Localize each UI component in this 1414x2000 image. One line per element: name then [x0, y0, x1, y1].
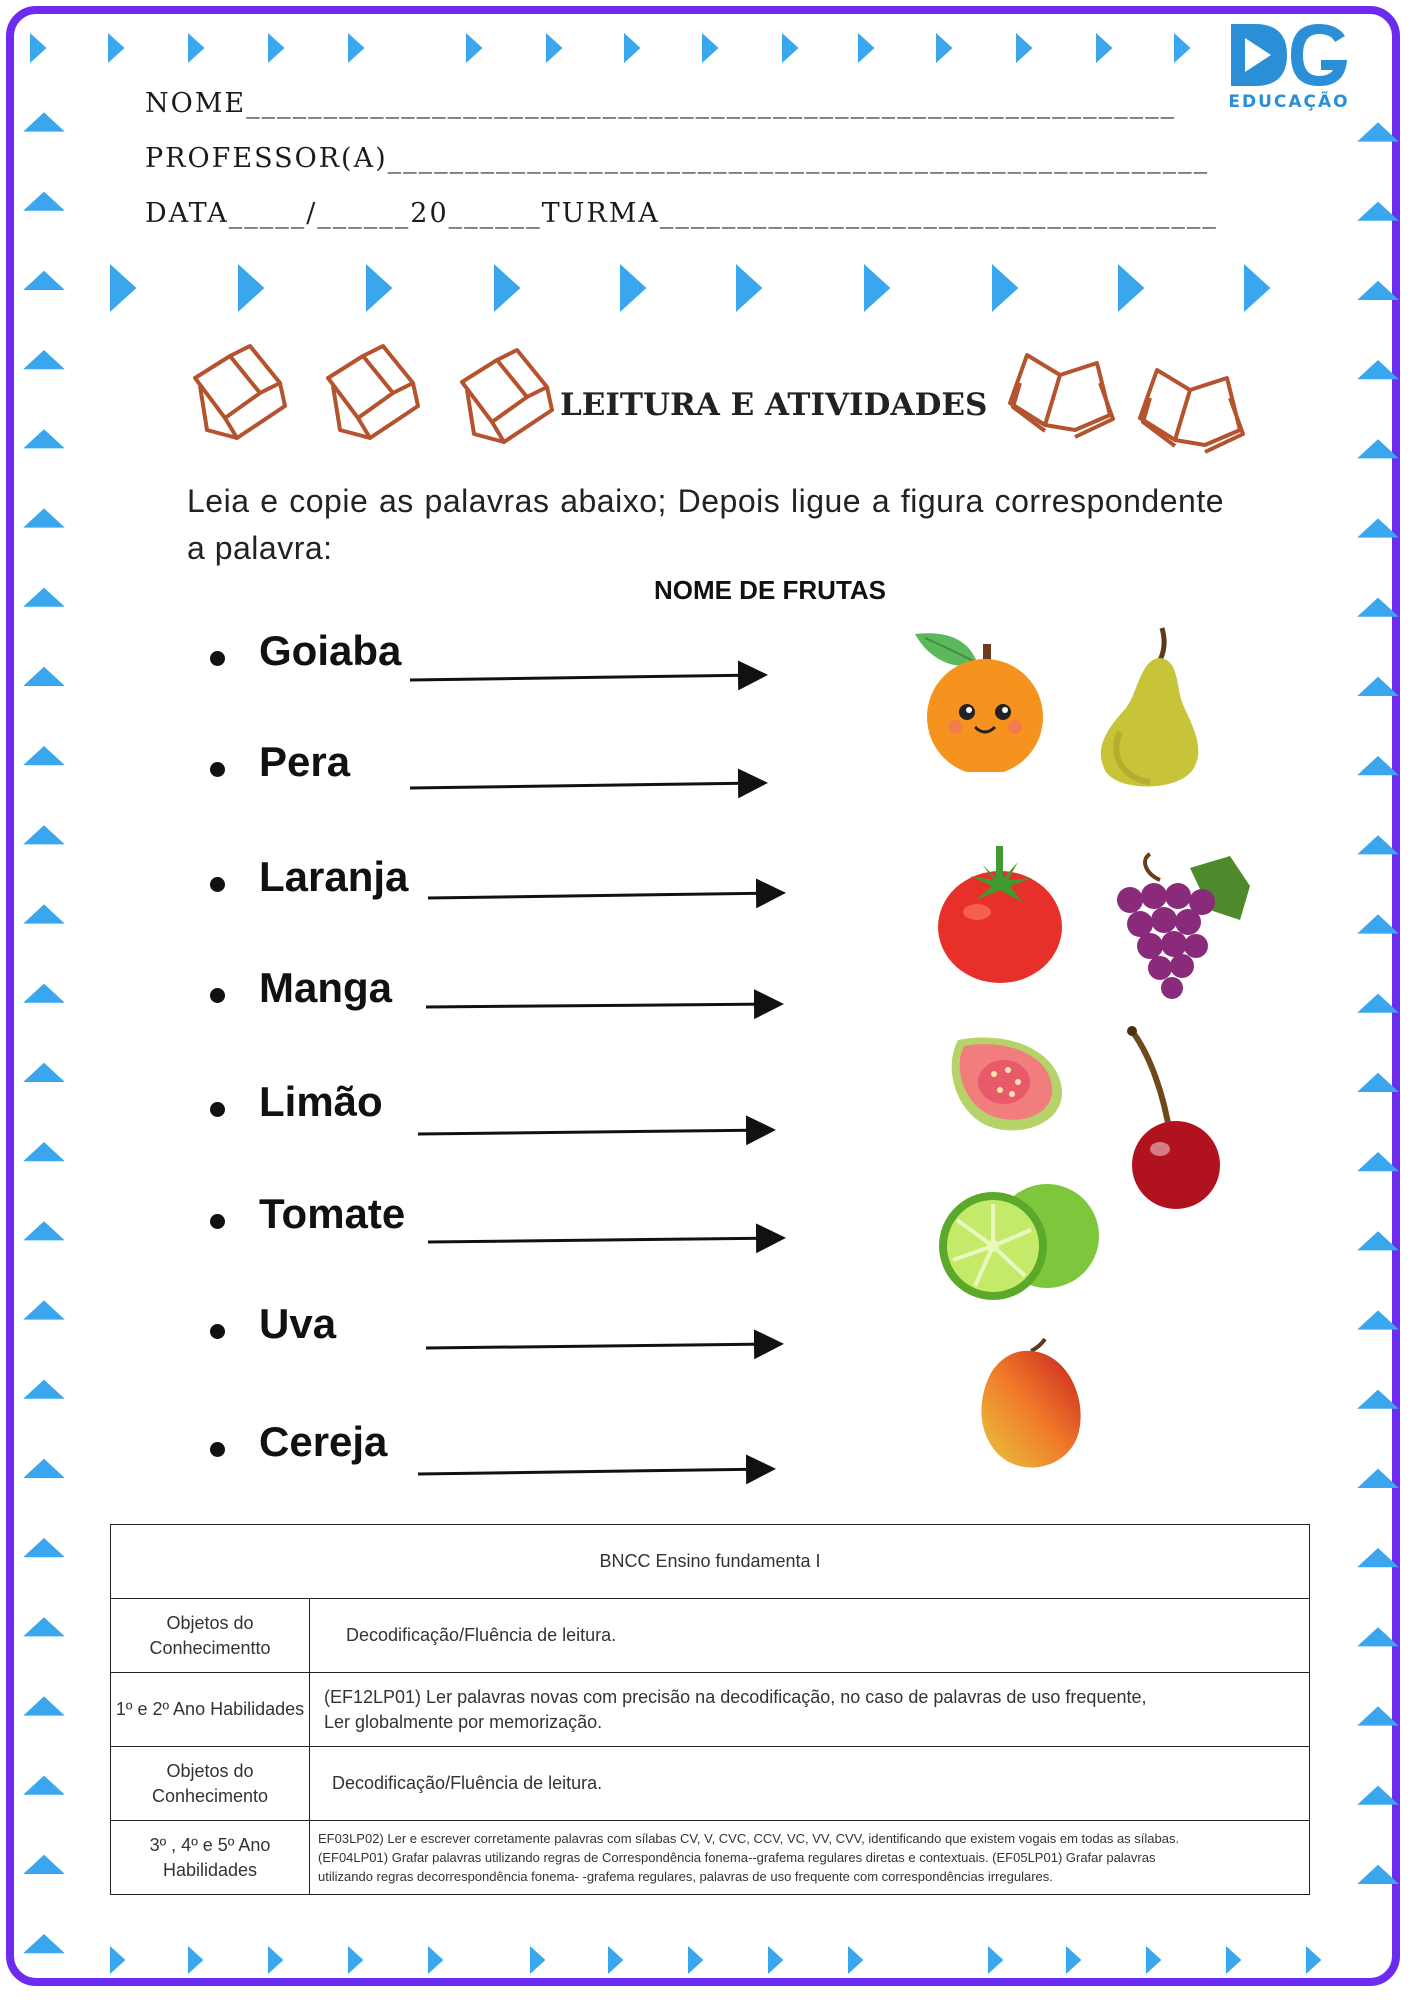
instructions: Leia e copie as palavras abaixo; Depois ligue a figura correspondente a palavra: — [187, 483, 1224, 566]
mango-icon — [975, 1335, 1085, 1475]
fruit-word: Cereja — [259, 1418, 388, 1465]
date-class-field: DATA_____/______20______TURMA____________________________________ — [145, 198, 1218, 229]
grapes-icon — [1110, 850, 1260, 1005]
guava-icon — [938, 1030, 1068, 1140]
table-row-label: Objetos do Conhecimentto — [111, 1599, 310, 1673]
cherry-icon — [1120, 1025, 1235, 1215]
fruit-word: Uva — [259, 1300, 337, 1347]
answer-line — [418, 1130, 770, 1134]
teacher-field: PROFESSOR(A)_____________________________________________________ — [145, 143, 1210, 174]
page-title: LEITURA E ATIVIDADES — [560, 387, 988, 423]
table-row-content: Decodificação/Fluência de leitura. — [310, 1747, 1310, 1821]
fruit-word: Goiaba — [259, 627, 402, 674]
fruit-word: Laranja — [259, 853, 409, 900]
fruit-word: Manga — [259, 964, 393, 1011]
table-row-content — [310, 1821, 1310, 1895]
tomato-icon — [932, 842, 1067, 987]
content-line: Ler globalmente por memorização. — [324, 1711, 603, 1732]
table-row-label: 3º , 4º e 5º Ano Habilidades — [111, 1821, 310, 1895]
content-line: (EF12LP01) Ler palavras novas com precisão na decodificação, no caso de palavras de uso frequente, — [324, 1686, 1147, 1707]
bncc-table — [110, 1524, 1310, 1895]
table-row-content: Decodificação/Fluência de leitura. — [310, 1599, 1310, 1673]
content-line: (EF04LP01) Grafar palavras utilizando regras de Correspondência fonema--grafema regulares diretas e contextuais. (EF05LP01) Grafar palavras — [318, 1850, 1156, 1865]
orange-icon — [905, 622, 1045, 772]
name-field: NOME____________________________________________________________ — [145, 88, 1177, 119]
answer-line — [426, 1004, 778, 1007]
logo-caption: EDUCAÇÃO — [1228, 92, 1350, 112]
fruit-word: Limão — [259, 1078, 383, 1125]
answer-line — [418, 1469, 770, 1474]
bncc-header: BNCC Ensino fundamenta I — [111, 1525, 1310, 1599]
table-row-label: Objetos do Conhecimento — [111, 1747, 310, 1821]
table-row-label: 1º e 2º Ano Habilidades — [111, 1673, 310, 1747]
content-line: EF03LP02) Ler e escrever corretamente palavras com sílabas CV, V, CVC, CCV, VC, VV, CVV, identificando que existem vogais em todas as sílabas. — [318, 1831, 1180, 1846]
fruit-word: Tomate — [259, 1190, 406, 1237]
answer-line — [410, 675, 762, 680]
answer-line — [428, 893, 780, 898]
lime-icon — [935, 1180, 1105, 1305]
answer-line — [426, 1344, 778, 1348]
content-line: utilizando regras decorrespondência fonema- -grafema regulares, palavras de uso frequente com correspondências irregulares. — [318, 1869, 1053, 1884]
table-row-content — [310, 1673, 1310, 1747]
fruit-word: Pera — [259, 738, 351, 785]
answer-line — [410, 783, 762, 788]
pear-icon — [1090, 622, 1205, 792]
section-subtitle: NOME DE FRUTAS — [653, 575, 887, 605]
answer-line — [428, 1238, 780, 1242]
